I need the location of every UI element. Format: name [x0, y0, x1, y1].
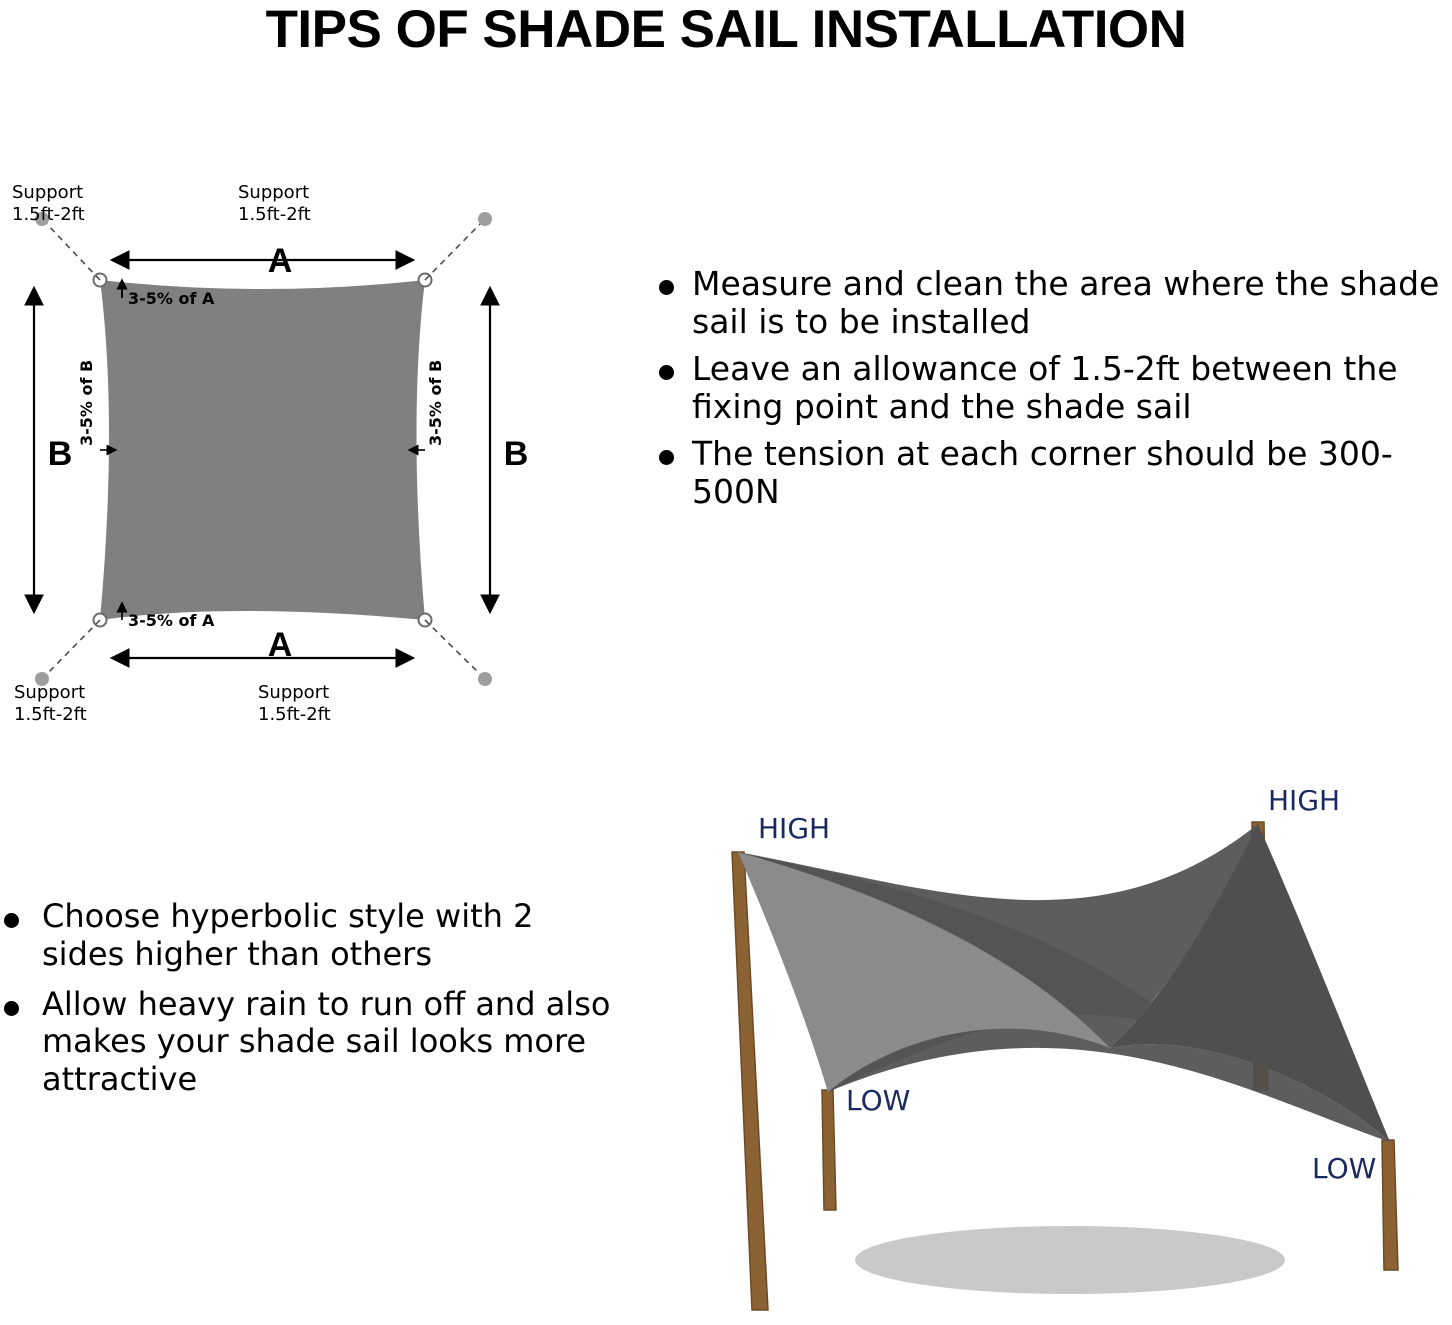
- label-low-left: LOW: [846, 1084, 911, 1117]
- label-high-right: HIGH: [1268, 790, 1341, 817]
- hyperbolic-sail-3d-diagram: [640, 790, 1452, 1325]
- support-label-top-left-line1: Support: [12, 182, 84, 203]
- dim-label-right-b: B: [503, 435, 529, 473]
- support-line-top-right: [425, 222, 482, 280]
- rectangular-sail-dimension-diagram: [0, 160, 660, 740]
- installation-tips-list-bottom: [0, 898, 620, 1111]
- label-low-right: LOW: [1312, 1152, 1377, 1185]
- curve-label-top: 3-5% of A: [128, 289, 215, 308]
- dim-label-bottom-a: A: [267, 626, 293, 664]
- support-label-top-right-line2: 1.5ft-2ft: [238, 204, 311, 225]
- curve-label-left: 3-5% of B: [77, 359, 96, 446]
- ground-shadow: [855, 1226, 1285, 1294]
- support-point-top-right: [478, 212, 492, 226]
- list-item: Leave an allowance of 1.5-2ft between the fixing point and the shade sail: [648, 350, 1452, 425]
- list-item: Allow heavy rain to run off and also makes your shade sail looks more attractive: [0, 986, 620, 1099]
- support-label-top-right-line1: Support: [238, 182, 310, 203]
- dim-label-left-b: B: [47, 435, 73, 473]
- sail-shape: [100, 280, 425, 620]
- dim-label-top-a: A: [267, 242, 293, 280]
- page-title: TIPS OF SHADE SAIL INSTALLATION: [265, 0, 1187, 59]
- support-label-bottom-right-line2: 1.5ft-2ft: [258, 704, 331, 725]
- curve-label-right: 3-5% of B: [426, 359, 445, 446]
- curve-label-bottom: 3-5% of A: [128, 611, 215, 630]
- post-low-right: [1382, 1140, 1398, 1270]
- support-line-bottom-right: [425, 620, 482, 676]
- post-high-left: [732, 852, 768, 1310]
- support-label-top-left-line2: 1.5ft-2ft: [12, 204, 85, 225]
- support-point-bottom-right: [478, 672, 492, 686]
- support-line-top-left: [45, 222, 100, 280]
- list-item: Measure and clean the area where the shade sail is to be installed: [648, 265, 1452, 340]
- post-low-left: [822, 1090, 836, 1210]
- installation-tips-list-top: [648, 265, 1452, 521]
- list-item: Choose hyperbolic style with 2 sides higher than others: [0, 898, 620, 974]
- label-high-left: HIGH: [758, 812, 831, 845]
- support-label-bottom-left-line1: Support: [14, 682, 86, 703]
- support-line-bottom-left: [45, 620, 100, 676]
- support-label-bottom-right-line1: Support: [258, 682, 330, 703]
- support-label-bottom-left-line2: 1.5ft-2ft: [14, 704, 87, 725]
- list-item: The tension at each corner should be 300-500N: [648, 435, 1452, 510]
